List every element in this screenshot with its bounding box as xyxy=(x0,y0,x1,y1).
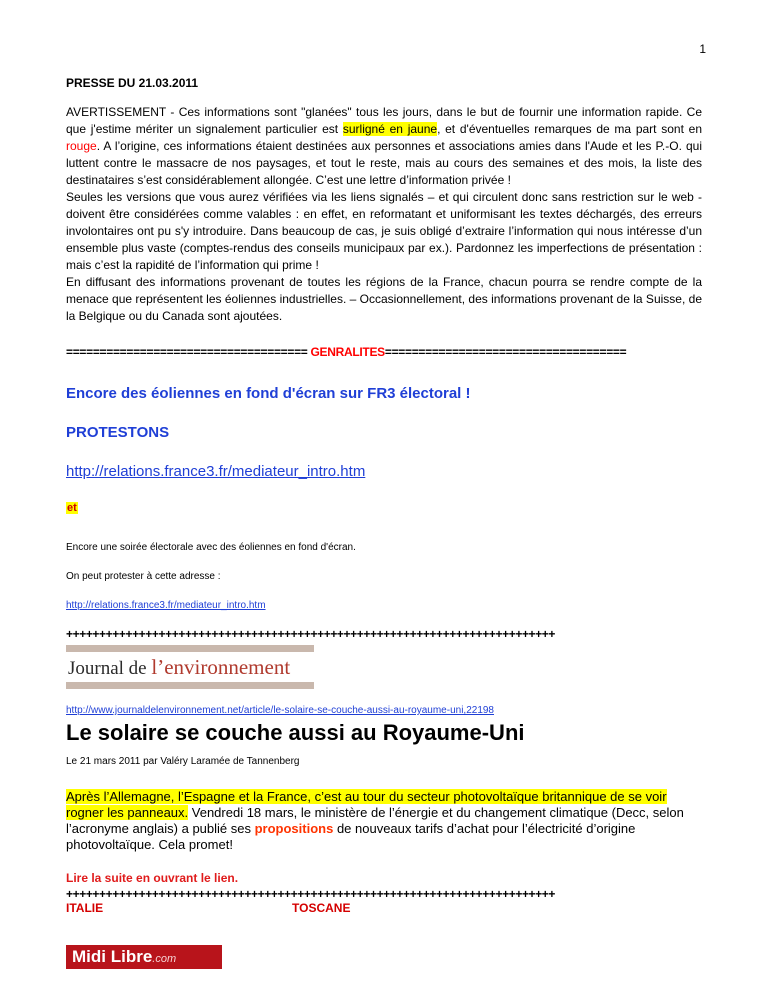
logo-text xyxy=(66,652,314,682)
avertissement-paragraph-1 xyxy=(66,104,702,189)
presse-title: PRESSE DU 21.03.2011 xyxy=(66,76,199,90)
avertissement-paragraph-3: En diffusant des informations provenant de toutes les régions de la France, chacun pourra se rendre compte de la menace que représentent les éoliennes industrielles. – Occasionnellement, des informations provenant de la Suisse, de la Belgique ou du Canada sont ajoutées. xyxy=(66,275,702,323)
midilibre-suffix: .com xyxy=(152,953,177,965)
region-toscane: TOSCANE xyxy=(292,901,351,915)
page-number: 1 xyxy=(699,42,706,56)
av-text-c: . A l’origine, ces informations étaient destinées aux personnes et associations amies dans l'Aude et les P.-O. qui luttent contre le massacre de nos paysages, et tout le reste, mais au cours des semaines et des mois, la liste des destinataires s’est considérablement allongée. C’est une lettre d’information privée ! xyxy=(66,139,702,187)
article-link[interactable]: http://www.journaldelenvironnement.net/article/le-solaire-se-couche-aussi-au-royaume-uni,22198 xyxy=(66,705,494,716)
section-heading: Encore des éoliennes en fond d'écran sur FR3 électoral ! xyxy=(66,385,471,402)
lead-highlight: Après l’Allemagne, l’Espagne et la France, c’est au tour du secteur photovoltaïque britannique de se voir rogner les panneaux. xyxy=(66,789,667,820)
article-lead xyxy=(66,789,702,853)
lead-text-b: de nouveaux tarifs d’achat pour l’électricité d’origine photovoltaïque. Cela promet! xyxy=(66,821,636,852)
separator-left: ==================================== xyxy=(66,345,308,359)
midilibre-name: Midi Libre xyxy=(72,947,153,966)
region-italie: ITALIE xyxy=(66,901,104,915)
av-highlight: surligné en jaune xyxy=(342,122,438,136)
lead-text-a: Vendredi 18 mars, le ministère de l’énergie et du changement climatique (Decc, selon l’acronyme anglais) a publié ses xyxy=(66,805,684,836)
plus-separator-2: ++++++++++++++++++++++++++++++++++++++++++++++++++++++++++++++++++++++++++ xyxy=(66,887,555,901)
logo-bar-bottom xyxy=(66,682,314,689)
et-label: et xyxy=(67,502,77,514)
section-separator xyxy=(66,345,702,359)
logo-part-2: l’environnement xyxy=(151,655,291,679)
article-byline: Le 21 mars 2011 par Valéry Laramée de Tannenberg xyxy=(66,756,300,767)
plus-separator: ++++++++++++++++++++++++++++++++++++++++++++++++++++++++++++++++++++++++++ xyxy=(66,627,555,641)
mediateur-link[interactable]: http://relations.france3.fr/mediateur_intro.htm xyxy=(66,463,366,480)
document-content xyxy=(66,76,702,969)
av-red-word: rouge xyxy=(66,139,97,153)
lead-red-word: propositions xyxy=(254,821,334,836)
journal-environnement-logo xyxy=(66,645,314,689)
protest-heading: PROTESTONS xyxy=(66,424,170,441)
separator-label: GENRALITES xyxy=(307,345,385,359)
read-more: Lire la suite en ouvrant le lien. xyxy=(66,871,239,885)
logo-bar-top xyxy=(66,645,314,652)
logo-part-1: Journal de xyxy=(68,658,152,679)
protest-text: On peut protester à cette adresse : xyxy=(66,571,221,582)
separator-right: ==================================== xyxy=(384,345,627,359)
soiree-text: Encore une soirée électorale avec des éoliennes en fond d'écran. xyxy=(66,542,356,553)
mediateur-link-small[interactable]: http://relations.france3.fr/mediateur_intro.htm xyxy=(66,600,266,611)
avertissement-block xyxy=(66,104,702,325)
regions-line xyxy=(66,901,702,917)
article-title: Le solaire se couche aussi au Royaume-Uni xyxy=(66,720,525,745)
av-text-b: , et d'éventuelles remarques de ma part sont en xyxy=(437,122,703,136)
midilibre-logo xyxy=(66,945,222,969)
avertissement-paragraph-2: Seules les versions que vous aurez vérifiées via les liens signalés – et qui circulent donc sans restriction sur le web - doivent être considérées comme valables : en effet, en reformatant et uniformisant les textes déchargés, des erreurs involontaires ont pu s'y introduire. Dans beaucoup de cas, je suis obligé d’extraire l’information qui nous intéresse d’un ensemble plus vaste (comptes-rendus des conseils municipaux par ex.). Pardonnez les imperfections de présentation : mais c’est la rapidité de l’information qui prime ! xyxy=(66,190,702,272)
av-text-a: AVERTISSEMENT - Ces informations sont "glanées" tous les jours, dans le but de fournir une information rapide. Ce que j'estime mériter un signalement particulier est xyxy=(66,105,702,136)
